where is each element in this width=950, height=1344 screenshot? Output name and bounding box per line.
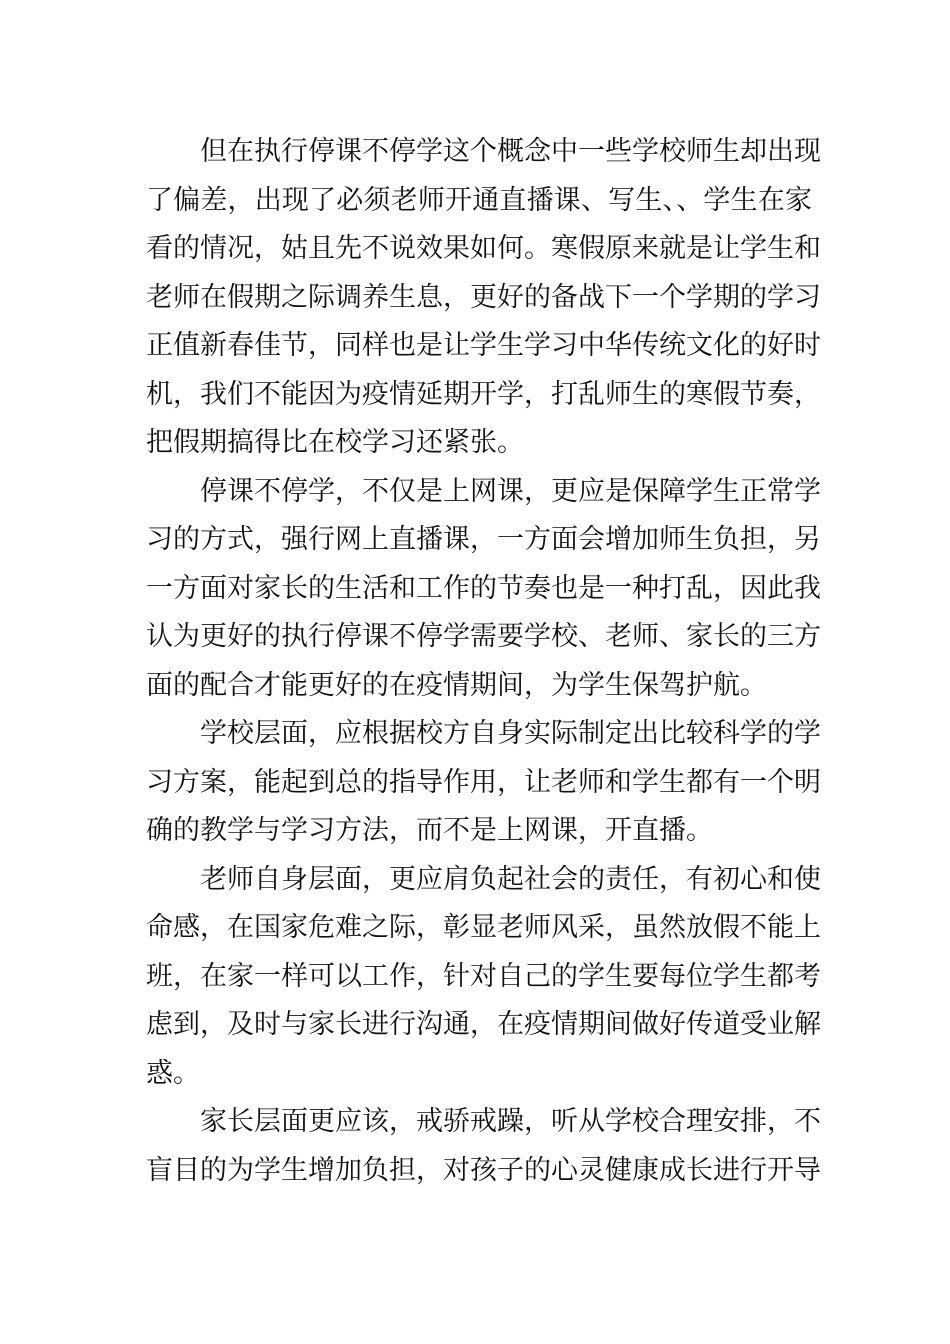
- text-line: 惑。: [146, 1057, 200, 1089]
- body-text: [146, 128, 821, 1195]
- text-line: 面的配合才能更好的在疫情期间，为学生保驾护航。: [146, 669, 767, 701]
- text-line: 习的方式，强行网上直播课，一方面会增加师生负担，另: [146, 524, 821, 555]
- text-line: 看的情况，姑且先不说效果如何。寒假原来就是让学生和: [146, 233, 821, 264]
- text-line: 了偏差，出现了必须老师开通直播课、写生、、学生在家: [146, 184, 812, 216]
- text-line: 虑到，及时与家长进行沟通，在疫情期间做好传道受业解: [146, 1009, 821, 1040]
- text-line: 正值新春佳节，同样也是让学生学习中华传统文化的好时: [146, 330, 821, 361]
- text-line: 认为更好的执行停课不停学需要学校、老师、家长的三方: [146, 621, 821, 652]
- text-line: 班，在家一样可以工作，针对自己的学生要每位学生都考: [146, 960, 821, 992]
- text-line: 家长层面更应该，戒骄戒躁，听从学校合理安排，不: [200, 1106, 821, 1137]
- text-line: 习方案，能起到总的指导作用，让老师和学生都有一个明: [146, 766, 821, 798]
- text-line: 机，我们不能因为疫情延期开学，打乱师生的寒假节奏，: [146, 378, 821, 410]
- text-line: 把假期搞得比在校学习还紧张。: [146, 427, 524, 458]
- text-line: 一方面对家长的生活和工作的节奏也是一种打乱，因此我: [146, 572, 821, 604]
- text-line: 老师在假期之际调养生息，更好的备战下一个学期的学习: [146, 281, 821, 313]
- text-line: 老师自身层面，更应肩负起社会的责任，有初心和使: [200, 863, 821, 895]
- text-line: 确的教学与学习方法，而不是上网课，开直播。: [146, 815, 713, 846]
- text-line: 盲目的为学生增加负担，对孩子的心灵健康成长进行开导: [146, 1154, 821, 1186]
- text-line: 学校层面，应根据校方自身实际制定出比较科学的学: [200, 718, 821, 749]
- text-line: 但在执行停课不停学这个概念中一些学校师生却出现: [200, 136, 821, 167]
- text-line: 停课不停学，不仅是上网课，更应是保障学生正常学: [200, 475, 821, 507]
- text-line: 命感，在国家危难之际，彰显老师风采，虽然放假不能上: [146, 912, 821, 943]
